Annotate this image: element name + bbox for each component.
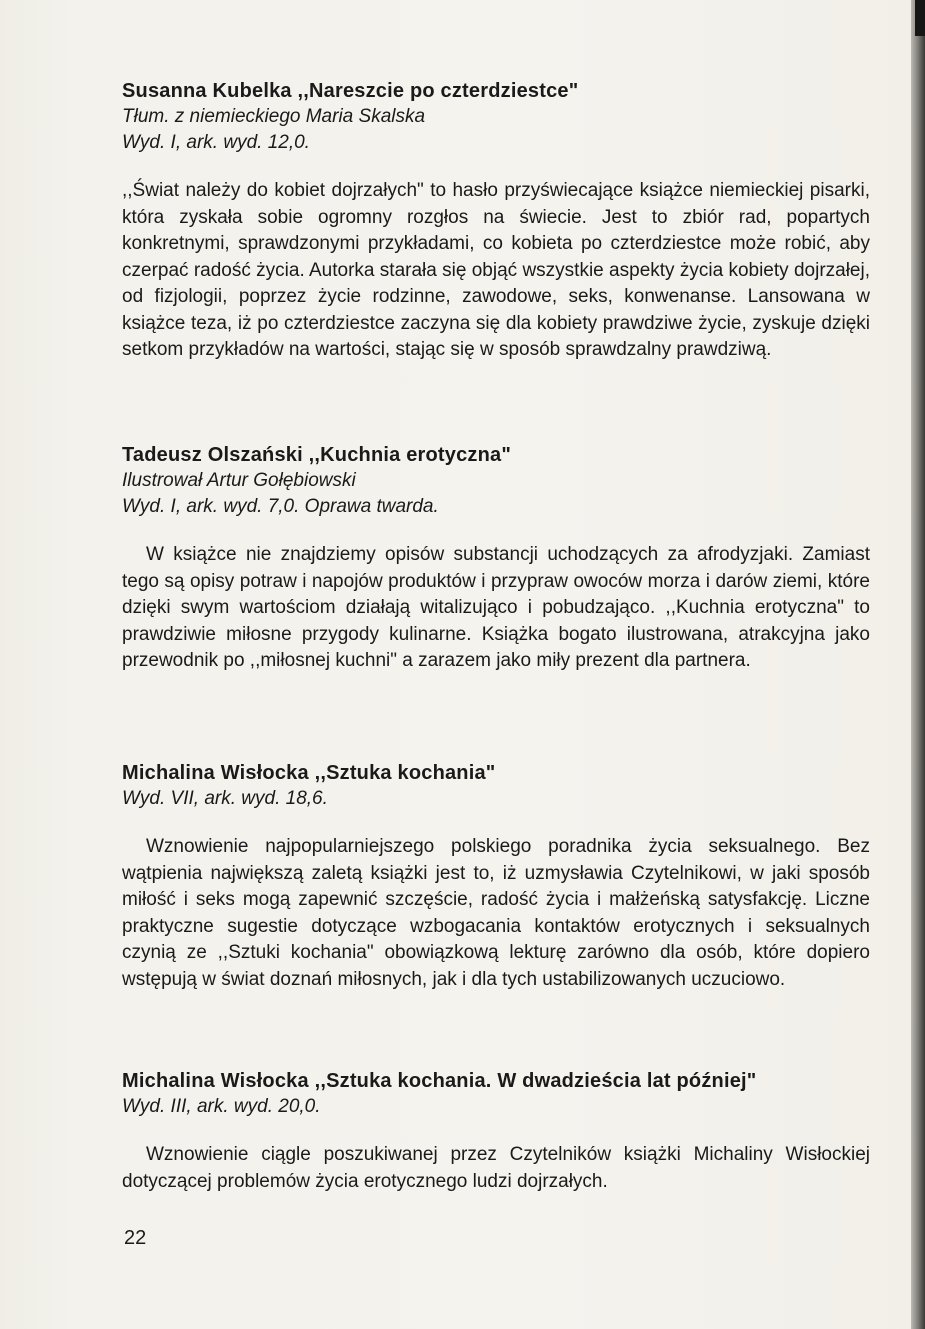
book-description: W książce nie znajdziemy opisów substancji uchodzących za afrodyzjaki. Zamiast tego są opisy potraw i napojów produktów i przypraw owoców morza i darów ziemi, które dzięki swym wartościom działają witalizująco i pobudzająco. ,,Kuchnia erotyczna" to prawdziwie miłosne przygody kulinarne. Książka bogato ilustrowana, atrakcyjna jako przewodnik po ,,miłosnej kuchni" a zarazem jako miły prezent dla partnera. (122, 544, 870, 671)
book-entry-wislocka-sztuka (122, 760, 870, 993)
book-entry-kubelka (122, 78, 870, 364)
book-entry-olszanski (122, 442, 870, 675)
book-title: Tadeusz Olszański ,,Kuchnia erotyczna" (122, 444, 512, 466)
page-edge-shadow (911, 0, 925, 1329)
book-edition: Wyd. III, ark. wyd. 20,0. (122, 1096, 321, 1117)
book-title: Michalina Wisłocka ,,Sztuka kochania" (122, 762, 496, 784)
book-description: ,,Świat należy do kobiet dojrzałych" to hasło przyświecające książce niemieckiej pisarki, która zyskała sobie ogromny rozgłos na świecie. Jest to zbiór rad, popartych konkretnymi, sprawdzonymi przykładami, co kobieta po czterdziestce może robić, aby czerpać radość życia. Autorka starała się objąć wszystkie aspekty życia kobiety dojrzałej, od fizjologii, poprzez życie rodzinne, zawodowe, seks, konwenanse. Lansowana w książce teza, iż po czterdziestce zaczyna się dla kobiety prawdziwe życie, zyskuje dzięki setkom przykładów na wartości, stając się w sposób sprawdzalny prawdziwą. (122, 180, 870, 360)
book-description: Wznowienie najpopularniejszego polskiego poradnika życia seksualnego. Bez wątpienia największą zaletą książki jest to, iż uzmysławia Czytelnikowi, w jaki sposób miłość i seks mogą zapewnić szczęście, radość życia i małżeńską satysfakcję. Liczne praktyczne sugestie dotyczące wzbogacania kontaktów erotycznych i seksualnych czynią ze ,,Sztuki kochania" obowiązkową lekturę zarówno dla osób, które dopiero wstępują w świat doznań miłosnych, jak i dla tych ustabilizowanych uczuciowo. (122, 836, 870, 990)
page-edge-corner (915, 0, 925, 36)
book-edition: Wyd. VII, ark. wyd. 18,6. (122, 788, 328, 809)
book-title: Susanna Kubelka ,,Nareszcie po czterdziestce" (122, 80, 579, 102)
book-edition: Wyd. I, ark. wyd. 12,0. (122, 132, 310, 153)
book-illustrator: Ilustrował Artur Gołębiowski (122, 470, 356, 491)
book-translator: Tłum. z niemieckiego Maria Skalska (122, 106, 426, 127)
book-title: Michalina Wisłocka ,,Sztuka kochania. W dwadzieścia lat później" (122, 1070, 757, 1092)
book-description: Wznowienie ciągle poszukiwanej przez Czytelników książki Michaliny Wisłockiej dotyczącej problemów życia erotycznego ludzi dojrzałych. (122, 1144, 870, 1192)
page-number: 22 (124, 1227, 147, 1249)
book-entry-wislocka-20-lat (122, 1068, 870, 1195)
book-edition: Wyd. I, ark. wyd. 7,0. Oprawa twarda. (122, 496, 439, 517)
